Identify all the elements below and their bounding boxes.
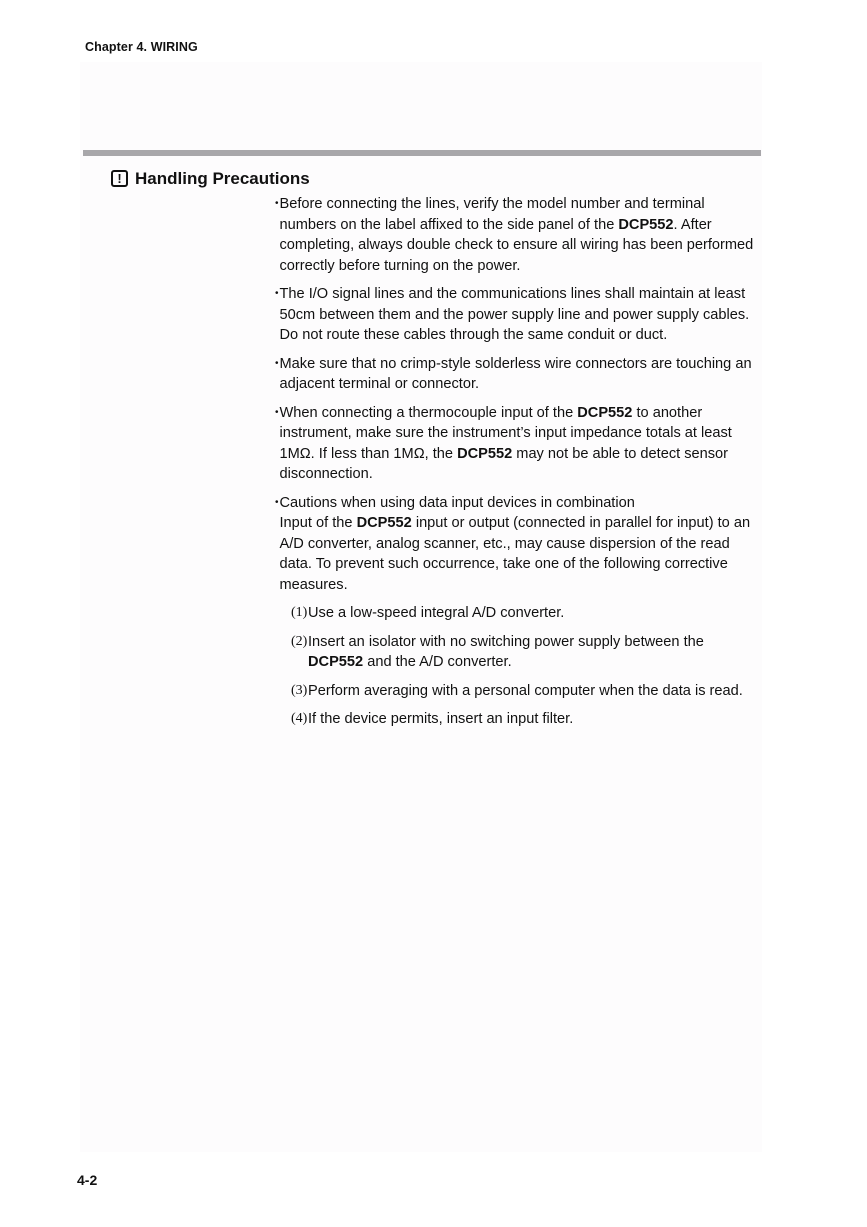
- precaution-text: may not be able to detect sensor disconnection.: [279, 445, 729, 482]
- bullet-marker: •: [275, 288, 279, 299]
- bullet-marker: •: [275, 406, 279, 418]
- precaution-item: [275, 284, 760, 346]
- step-number: (2): [291, 633, 308, 649]
- step-text: Use a low-speed integral A/D converter.: [308, 605, 565, 621]
- step-number: (3): [291, 682, 308, 698]
- step-number: (4): [291, 711, 308, 726]
- corrective-step: [275, 632, 760, 673]
- model-number: DCP552: [577, 404, 633, 421]
- precaution-heading: [111, 169, 310, 189]
- corrective-step: [275, 709, 760, 730]
- bullet-marker: •: [275, 198, 279, 209]
- model-number: DCP552: [356, 515, 412, 531]
- precaution-text: Input of the: [279, 515, 357, 531]
- model-number: DCP552: [308, 654, 364, 670]
- precaution-text: Make sure that no crimp-style solderless wire connectors are touching an adjacent terminal or connector.: [279, 355, 752, 392]
- step-number: (1): [291, 605, 308, 620]
- precaution-text: to another instrument, make sure the instrument’s input impedance totals at least 1MΩ. If less than 1MΩ, the: [279, 404, 732, 462]
- precaution-text: When connecting a thermocouple input of the: [279, 404, 578, 421]
- corrective-step: [275, 603, 760, 624]
- precaution-item: [275, 493, 760, 596]
- model-number: DCP552: [457, 445, 513, 462]
- precaution-list: [275, 194, 760, 738]
- precaution-subheading: Cautions when using data input devices in combination: [279, 494, 635, 511]
- precaution-text: input or output (connected in parallel for input) to an A/D converter, analog scanner, etc., may cause dispersion of the read data. To prevent such occurrence, take one of the following corrective measures.: [279, 515, 751, 593]
- precaution-item: [275, 354, 760, 395]
- model-number: DCP552: [618, 216, 674, 233]
- corrective-step: [275, 681, 760, 702]
- bullet-marker: •: [275, 496, 279, 508]
- precaution-title: Handling Precautions: [135, 169, 310, 188]
- precaution-text: The I/O signal lines and the communications lines shall maintain at least 50cm between them and the power supply line and power supply cables. Do not route these cables through the same conduit or duct.: [279, 286, 750, 343]
- chapter-header: Chapter 4. WIRING: [85, 40, 198, 54]
- exclamation-box-icon: !: [111, 170, 128, 187]
- step-text: Insert an isolator with no switching power supply between the: [308, 633, 704, 650]
- precaution-text: . After completing, always double check to ensure all wiring has been performed correctly before turning on the power.: [279, 216, 754, 274]
- step-text: and the A/D converter.: [363, 654, 512, 670]
- step-text: Perform averaging with a personal computer when the data is read.: [308, 682, 743, 699]
- precaution-item: [275, 194, 760, 276]
- section-divider: [83, 150, 761, 156]
- precaution-item: [275, 403, 760, 485]
- bullet-marker: •: [275, 357, 279, 369]
- precaution-text: Before connecting the lines, verify the model number and terminal numbers on the label affixed to the side panel of the: [279, 196, 705, 233]
- page-number: 4-2: [77, 1172, 98, 1188]
- step-text: If the device permits, insert an input filter.: [308, 711, 574, 727]
